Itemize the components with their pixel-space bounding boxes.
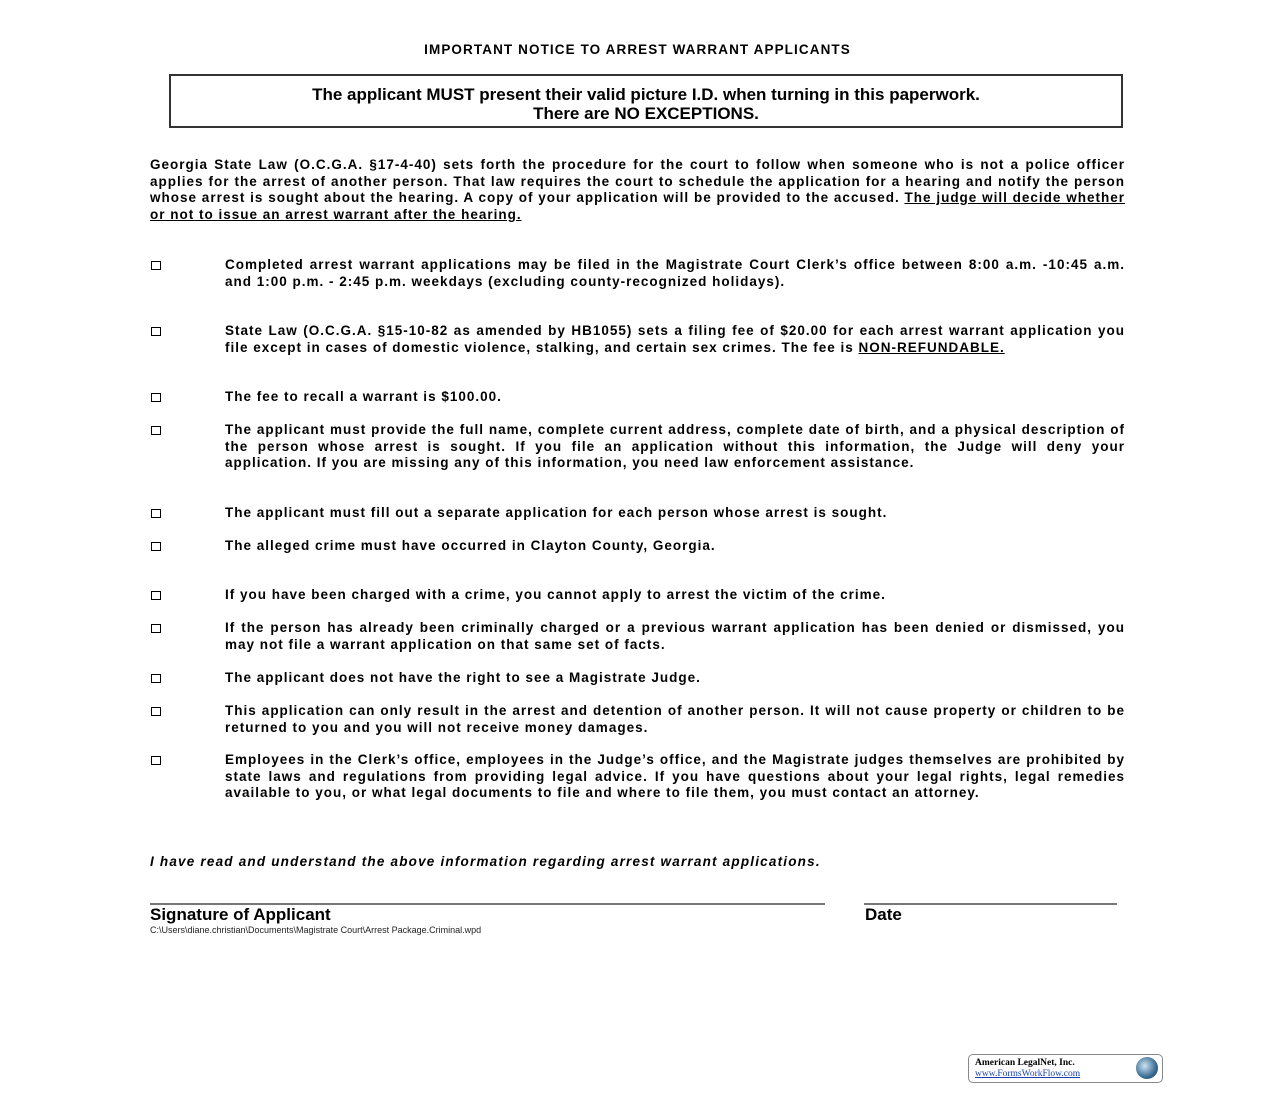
checkbox-icon[interactable] [151,542,161,551]
notice-item [225,587,1125,604]
checkbox-icon[interactable] [151,261,161,270]
notice-item-text: Employees in the Clerk’s office, employees in the Judge’s office, and the Magistrate judges themselves are prohibited by state laws and regulations from providing legal advice. If you have questions about your legal rights, legal remedies available to you, or what legal documents to file and where to file them, you must contact an attorney. [225,752,1125,800]
id-notice-line2: There are NO EXCEPTIONS. [533,104,759,123]
checkbox-icon[interactable] [151,426,161,435]
intro-paragraph [150,157,1125,223]
id-notice-line1: The applicant MUST present their valid picture I.D. when turning in this paperwork. [312,85,980,104]
checkbox-icon[interactable] [151,674,161,683]
acknowledgement: I have read and understand the above information regarding arrest warrant applications. [150,854,821,869]
notice-item-text: If you have been charged with a crime, you cannot apply to arrest the victim of the crime. [225,587,886,602]
publisher-logo [968,1054,1163,1083]
notice-item-text: The fee to recall a warrant is $100.00. [225,389,502,404]
notice-item [225,422,1125,472]
checkbox-icon[interactable] [151,707,161,716]
file-path: C:\Users\diane.christian\Documents\Magistrate Court\Arrest Package.Criminal.wpd [150,925,482,935]
notice-item-text: If the person has already been criminally charged or a previous warrant application has been denied or dismissed, you may not file a warrant application on that same set of facts. [225,620,1125,652]
notice-item [225,538,1125,555]
notice-item [225,670,1125,687]
notice-item-text: State Law (O.C.G.A. §15-10-82 as amended by HB1055) sets a filing fee of $20.00 for each arrest warrant application you file except in cases of domestic violence, stalking, and certain sex crimes. The fee is [225,323,1125,355]
logo-url[interactable]: www.FormsWorkFlow.com [975,1069,1081,1079]
signature-label: Signature of Applicant [150,905,331,924]
checkbox-icon[interactable] [151,756,161,765]
checkbox-icon[interactable] [151,327,161,336]
notice-item [225,703,1125,736]
notice-item [225,257,1125,290]
notice-item-text: Completed arrest warrant applications may be filed in the Magistrate Court Clerk’s office between 8:00 a.m. -10:45 a.m. and 1:00 p.m. - 2:45 p.m. weekdays (excluding county-recognized holidays). [225,257,1125,289]
intro-underlined: The judge will decide whether or not to issue an arrest warrant after the hearing. [150,190,1125,222]
document-title: IMPORTANT NOTICE TO ARREST WARRANT APPLICANTS [424,42,851,57]
checkbox-icon[interactable] [151,591,161,600]
notice-item-text: The alleged crime must have occurred in Clayton County, Georgia. [225,538,716,553]
notice-item-text: The applicant does not have the right to see a Magistrate Judge. [225,670,701,685]
date-label: Date [865,905,902,924]
notice-item-text: This application can only result in the arrest and detention of another person. It will not cause property or children to be returned to you and you will not receive money damages. [225,703,1125,735]
date-line[interactable] [864,903,1117,905]
id-notice-box [169,74,1123,128]
notice-item [225,389,1125,406]
globe-icon [1136,1057,1158,1079]
intro-text: Georgia State Law (O.C.G.A. §17-4-40) sets forth the procedure for the court to follow when someone who is not a police officer applies for the arrest of another person. That law requires the court to schedule the application for a hearing and notify the person whose arrest is sought about the hearing. A copy of your application will be provided to the accused. [150,157,1125,205]
notice-item [225,620,1125,653]
logo-name: American LegalNet, Inc. [975,1058,1075,1068]
notice-item-underlined: NON-REFUNDABLE. [858,339,1005,355]
notice-item [225,752,1125,802]
checkbox-icon[interactable] [151,393,161,402]
notice-item [225,323,1125,356]
checkbox-icon[interactable] [151,509,161,518]
notice-item-text: The applicant must provide the full name, complete current address, complete date of birth, and a physical description of the person whose arrest is sought. If you file an application without this information, the Judge will deny your application. If you are missing any of this information, you need law enforcement assistance. [225,422,1125,470]
checkbox-icon[interactable] [151,624,161,633]
notice-item [225,505,1125,522]
notice-item-text: The applicant must fill out a separate application for each person whose arrest is sought. [225,505,888,520]
